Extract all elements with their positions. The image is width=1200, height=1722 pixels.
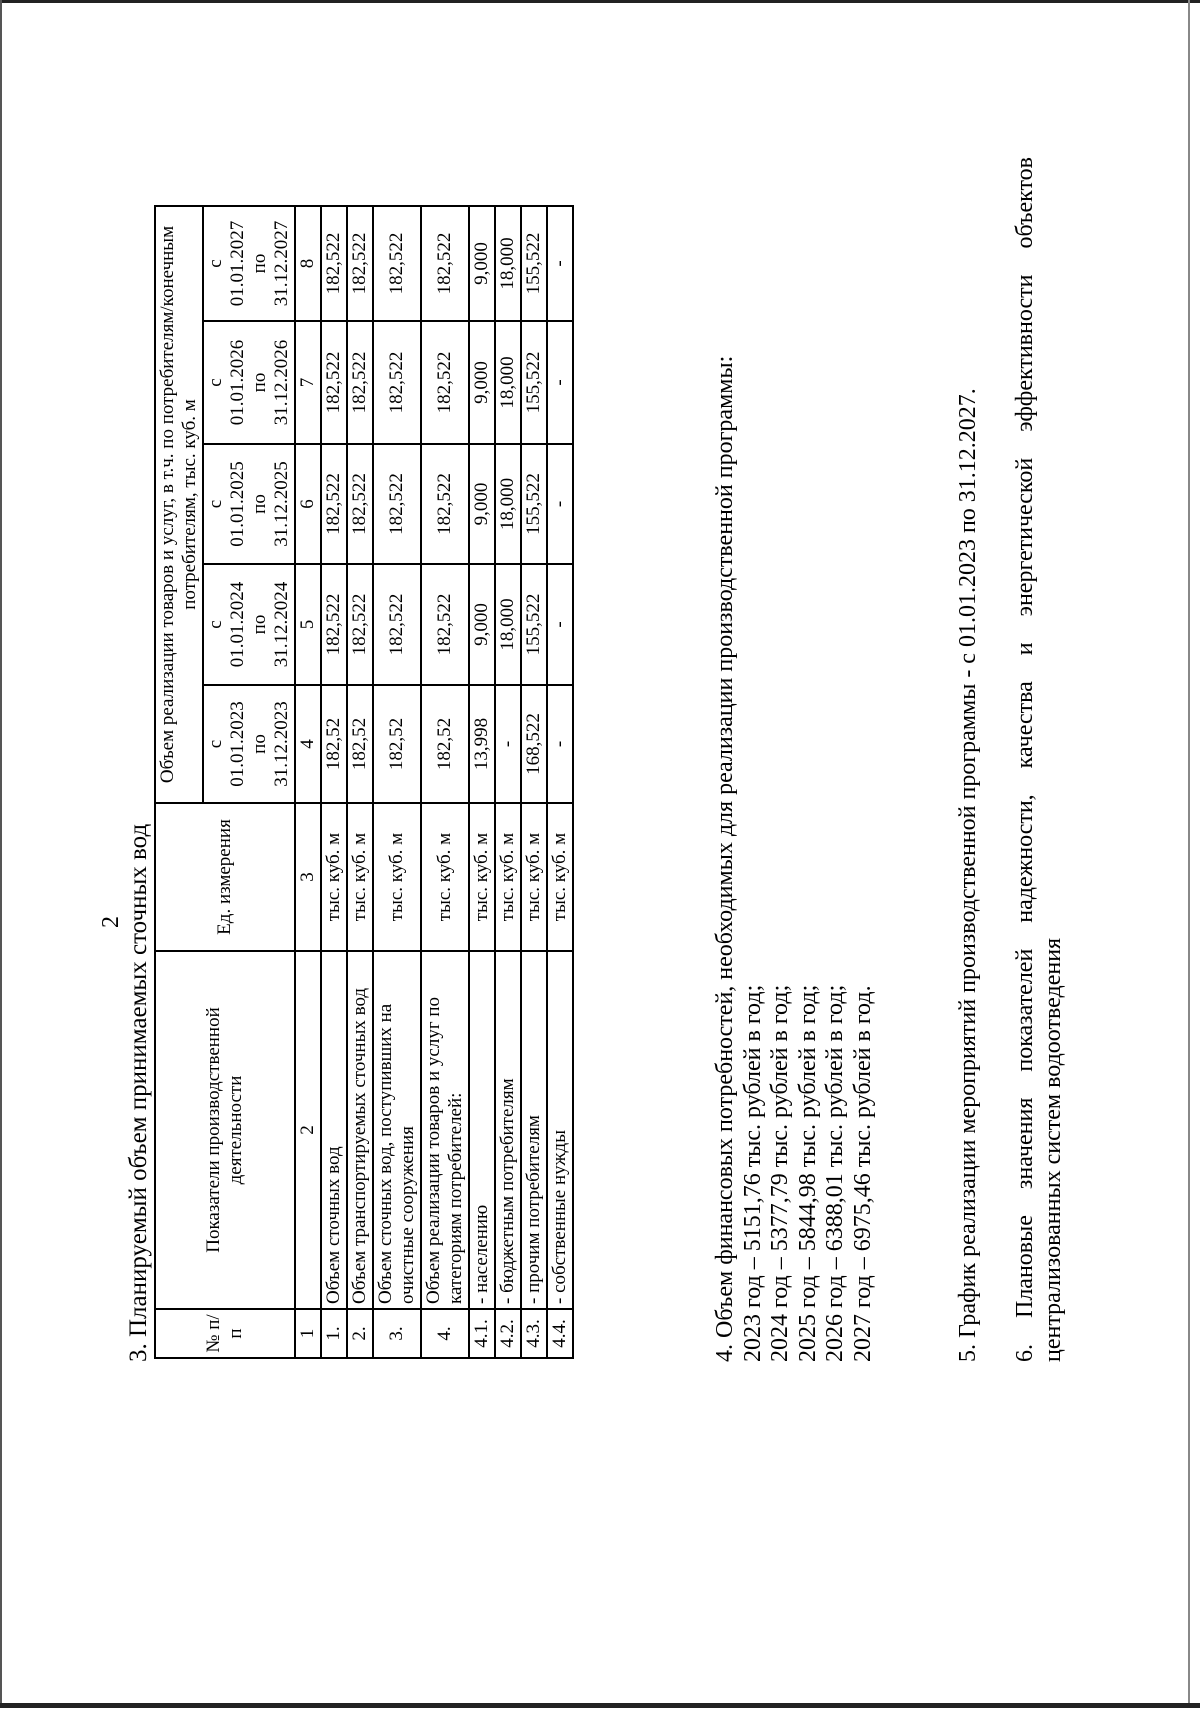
scan-edge-top — [0, 0, 1200, 3]
row-name: - прочим потребителям — [521, 951, 547, 1309]
row-value: - — [547, 321, 573, 444]
header-period — [203, 206, 295, 321]
row-num: 4.2. — [495, 1309, 521, 1358]
page-number: 2 — [98, 916, 124, 928]
header-num: № п/п — [155, 1309, 295, 1358]
period-from-date: 01.01.2026 — [227, 339, 248, 426]
row-name: - собственные нужды — [547, 951, 573, 1309]
row-value: 182,522 — [421, 321, 469, 444]
row-value: - — [547, 564, 573, 685]
row-value: 9,000 — [469, 444, 495, 564]
row-value: 182,52 — [347, 685, 373, 803]
table-row — [421, 206, 469, 1358]
wastewater-volume-table — [154, 205, 574, 1359]
column-number: 2 — [295, 951, 321, 1309]
row-name: Объем транспортируемых сточных вод — [347, 951, 373, 1309]
row-value: 13,998 — [469, 685, 495, 803]
table-row — [347, 206, 373, 1358]
row-num: 4.4. — [547, 1309, 573, 1358]
row-value: 9,000 — [469, 206, 495, 321]
row-value: 182,522 — [321, 206, 347, 321]
row-num: 1. — [321, 1309, 347, 1358]
row-value: 182,522 — [373, 206, 421, 321]
row-value: 182,522 — [321, 321, 347, 444]
section-6-word: качества — [1012, 681, 1038, 769]
row-value: 182,52 — [421, 685, 469, 803]
row-num: 4. — [421, 1309, 469, 1358]
row-value: 182,522 — [421, 564, 469, 685]
section-6-word: 6. — [1012, 1344, 1038, 1362]
period-to-label: по — [249, 614, 270, 635]
row-value: 182,522 — [373, 564, 421, 685]
header-unit: Ед. измерения — [155, 803, 295, 951]
section-4-title: 4. Объем финансовых потребностей, необходимых для реализации производственной программы: — [712, 355, 738, 1362]
period-from-label: с — [205, 378, 226, 387]
row-value: - — [547, 685, 573, 803]
row-value: 182,522 — [321, 444, 347, 564]
period-from-date: 01.01.2025 — [227, 461, 248, 547]
period-from-date: 01.01.2024 — [227, 581, 248, 668]
row-name: - бюджетным потребителям — [495, 951, 521, 1309]
row-value: 9,000 — [469, 564, 495, 685]
row-unit: тыс. куб. м — [469, 803, 495, 951]
section-6-line-1 — [1012, 157, 1040, 1362]
period-from-label: с — [205, 620, 226, 629]
row-value: 18,000 — [495, 321, 521, 444]
column-number: 4 — [295, 685, 321, 803]
row-value: 18,000 — [495, 444, 521, 564]
row-num: 2. — [347, 1309, 373, 1358]
row-value: 182,522 — [347, 564, 373, 685]
column-number: 7 — [295, 321, 321, 444]
row-value: 168,522 — [521, 685, 547, 803]
table-row — [373, 206, 421, 1358]
header-volume-group: Объем реализации товаров и услуг, в т.ч. по потребителям/конечным потребителям, тыс. куб. м — [155, 206, 203, 803]
section-3-title: 3. Планируемый объем принимаемых сточных вод — [125, 823, 152, 1362]
row-value: 18,000 — [495, 564, 521, 685]
row-unit: тыс. куб. м — [421, 803, 469, 951]
period-to-date: 31.12.2023 — [271, 701, 292, 787]
row-unit: тыс. куб. м — [495, 803, 521, 951]
row-unit: тыс. куб. м — [547, 803, 573, 951]
row-num: 4.1. — [469, 1309, 495, 1358]
section-4-finance — [712, 356, 877, 1362]
header-period — [203, 321, 295, 444]
period-to-date: 31.12.2025 — [271, 461, 292, 547]
section-6-word: и — [1012, 642, 1038, 656]
header-period — [203, 564, 295, 685]
row-value: 182,522 — [373, 321, 421, 444]
row-name: Объем сточных вод, поступивших на очистные сооружения — [373, 951, 421, 1309]
scan-edge-left — [0, 0, 2, 1708]
period-to-label: по — [249, 253, 270, 274]
section-6-word: объектов — [1012, 157, 1038, 249]
table-header-row — [155, 206, 203, 1358]
row-value: 182,522 — [421, 206, 469, 321]
section-6-word: показателей — [1012, 948, 1038, 1072]
row-name: Объем сточных вод — [321, 951, 347, 1309]
section-6-indicators — [1012, 157, 1067, 1362]
row-value: 155,522 — [521, 206, 547, 321]
scan-edge-right — [1188, 0, 1190, 1708]
section-6-word: надежности, — [1012, 794, 1038, 923]
period-from-label: с — [205, 259, 226, 268]
row-value: 182,52 — [321, 685, 347, 803]
header-period — [203, 444, 295, 564]
finance-line: 2023 год – 5151,76 тыс. рублей в год; — [739, 984, 766, 1362]
column-number: 6 — [295, 444, 321, 564]
rotated-page — [95, 122, 1095, 1722]
row-unit: тыс. куб. м — [321, 803, 347, 951]
row-value: 182,522 — [321, 564, 347, 685]
row-value: 182,522 — [347, 444, 373, 564]
row-value: 182,522 — [347, 206, 373, 321]
period-to-date: 31.12.2024 — [271, 581, 292, 668]
period-from-date: 01.01.2023 — [227, 701, 248, 787]
row-value: 155,522 — [521, 321, 547, 444]
row-name: - населению — [469, 951, 495, 1309]
row-value: - — [547, 444, 573, 564]
period-to-label: по — [249, 372, 270, 393]
row-value: 155,522 — [521, 444, 547, 564]
finance-line: 2025 год – 5844,98 тыс. рублей в год; — [794, 984, 821, 1362]
row-num: 3. — [373, 1309, 421, 1358]
section-6-word: Плановые — [1012, 1215, 1038, 1318]
table-row — [469, 206, 495, 1358]
row-value: - — [495, 685, 521, 803]
table-row — [495, 206, 521, 1358]
row-value: 182,522 — [347, 321, 373, 444]
column-number: 5 — [295, 564, 321, 685]
row-unit: тыс. куб. м — [521, 803, 547, 951]
header-indicator: Показатели производственной деятельности — [155, 951, 295, 1309]
period-from-label: с — [205, 739, 226, 749]
column-number: 8 — [295, 206, 321, 321]
row-value: 182,522 — [421, 444, 469, 564]
section-6-line-2: централизованных систем водоотведения — [1039, 937, 1066, 1362]
table-row — [321, 206, 347, 1358]
row-value: 9,000 — [469, 321, 495, 444]
section-6-word: эффективности — [1012, 274, 1038, 432]
row-value: 182,52 — [373, 685, 421, 803]
row-unit: тыс. куб. м — [347, 803, 373, 951]
table-row — [521, 206, 547, 1358]
period-to-date: 31.12.2027 — [271, 220, 292, 307]
row-name: Объем реализации товаров и услуг по категориям потребителей: — [421, 951, 469, 1309]
row-value: 182,522 — [373, 444, 421, 564]
section-6-word: значения — [1012, 1097, 1038, 1190]
row-unit: тыс. куб. м — [373, 803, 421, 951]
header-period — [203, 685, 295, 803]
section-6-word: энергетической — [1012, 457, 1038, 617]
row-value: 155,522 — [521, 564, 547, 685]
period-from-label: с — [205, 499, 226, 509]
finance-line: 2024 год – 5377,79 тыс. рублей в год; — [767, 984, 793, 1362]
section-5-schedule: 5. График реализации мероприятий производственной программы - с 01.01.2023 по 31.12.2027. — [955, 388, 981, 1362]
column-number: 3 — [295, 803, 321, 951]
table-row — [547, 206, 573, 1358]
period-to-date: 31.12.2026 — [271, 339, 292, 426]
period-to-label: по — [249, 494, 270, 514]
period-to-label: по — [249, 734, 270, 754]
period-from-date: 01.01.2027 — [227, 220, 248, 307]
finance-line: 2027 год – 6975,46 тыс. рублей в год. — [849, 985, 876, 1362]
column-number-row — [295, 206, 321, 1358]
row-num: 4.3. — [521, 1309, 547, 1358]
finance-line: 2026 год – 6388,01 тыс. рублей в год; — [822, 984, 848, 1362]
row-value: 18,000 — [495, 206, 521, 321]
row-value: - — [547, 206, 573, 321]
column-number: 1 — [295, 1309, 321, 1358]
